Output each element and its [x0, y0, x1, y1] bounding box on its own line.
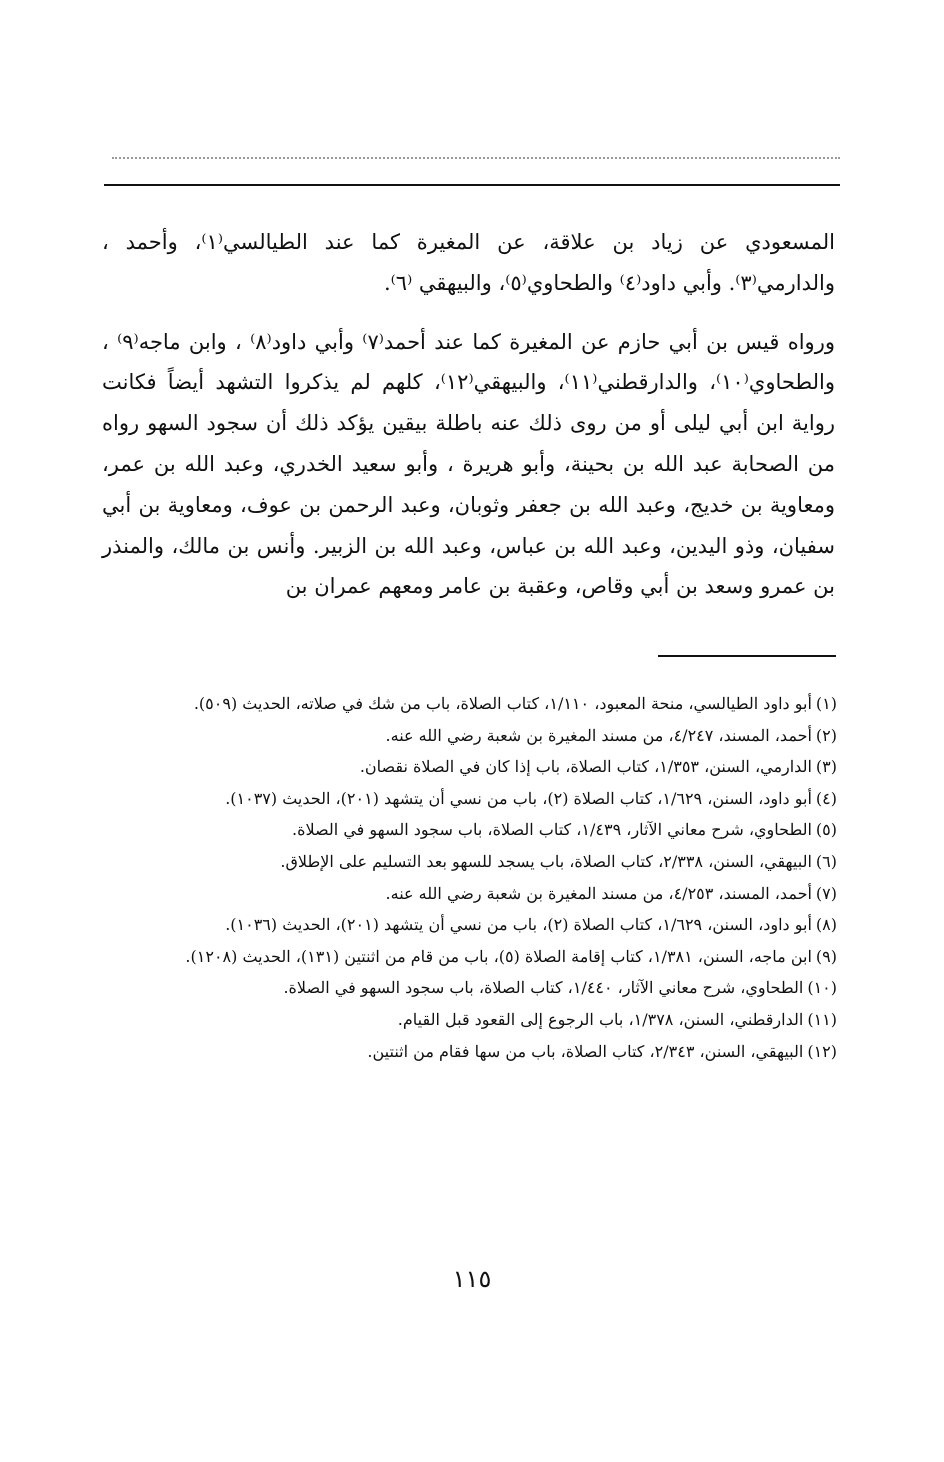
footnote-number: (٩)	[815, 946, 837, 966]
footnote-number: (٣)	[815, 757, 837, 777]
footnote-text: الدارقطني، السنن، ١/٣٧٨، باب الرجوع إلى القعود قبل القيام.	[397, 1009, 804, 1029]
footnote-text: الطحاوي، شرح معاني الآثار، ١/٤٣٩، كتاب الصلاة، باب سجود السهو في الصلاة.	[292, 820, 812, 840]
footnote	[104, 720, 837, 752]
footnote-number: (٨)	[815, 915, 837, 935]
footnote-text: الدارمي، السنن، ١/٣٥٣، كتاب الصلاة، باب إذا كان في الصلاة نقصان.	[359, 757, 812, 777]
footnote	[104, 814, 837, 846]
body-paragraph: المسعودي عن زياد بن علاقة، عن المغيرة كما عند الطيالسي⁽١⁾، وأحمد ، والدارمي⁽٣⁾. وأبي داود⁽٤⁾ والطحاوي⁽٥⁾، والبيهقي ⁽٦⁾.	[102, 230, 835, 295]
footnote-number: (٥)	[815, 820, 837, 840]
footnote	[104, 941, 837, 973]
footnote-text: ابن ماجه، السنن، ١/٣٨١، كتاب إقامة الصلاة (٥)، باب من قام من اثنتين (١٣١)، الحديث (١٢٠٨).	[185, 946, 812, 966]
footnote	[104, 846, 837, 878]
footnote-number: (١٠)	[807, 978, 837, 998]
footnote-text: أبو داود، السنن، ١/٦٢٩، كتاب الصلاة (٢)، باب من نسي أن يتشهد (٢٠١)، الحديث (١٠٣٧).	[225, 788, 812, 808]
footnote-number: (١١)	[807, 1009, 837, 1029]
footnote-number: (١٢)	[807, 1041, 837, 1061]
footnote-number: (١)	[815, 694, 837, 713]
footnote-text: أبو داود الطيالسي، منحة المعبود، ١/١١٠، كتاب الصلاة، باب من شك في صلاته، الحديث (٥٠٩).	[193, 694, 812, 713]
header-dotted-rule	[112, 157, 840, 159]
footnote-text: البيهقي، السنن، ٢/٣٣٨، كتاب الصلاة، باب يسجد للسهو بعد التسليم على الإطلاق.	[280, 851, 812, 871]
footnote-separator	[658, 655, 836, 657]
footnote-number: (٢)	[815, 725, 837, 745]
footnote	[104, 909, 837, 941]
footnote	[104, 1036, 837, 1068]
footnote	[104, 1004, 837, 1036]
footnote-number: (٤)	[815, 788, 837, 808]
footnotes	[104, 688, 837, 1067]
footnote-text: أحمد، المسند، ٤/٢٤٧، من مسند المغيرة بن شعبة رضي الله عنه.	[385, 725, 812, 745]
header-solid-rule	[104, 184, 840, 186]
page-number: ١١٥	[452, 1265, 492, 1293]
footnote-text: الطحاوي، شرح معاني الآثار، ١/٤٤٠، كتاب الصلاة، باب سجود السهو في الصلاة.	[283, 978, 804, 998]
footnote-text: أحمد، المسند، ٤/٢٥٣، من مسند المغيرة بن شعبة رضي الله عنه.	[385, 883, 812, 903]
footnote-text: أبو داود، السنن، ١/٦٢٩، كتاب الصلاة (٢)، باب من نسي أن يتشهد (٢٠١)، الحديث (١٠٣٦).	[225, 915, 812, 935]
footnote-number: (٧)	[815, 883, 837, 903]
footnote	[104, 783, 837, 815]
footnote	[104, 688, 837, 720]
footnote	[104, 972, 837, 1004]
body-paragraph: ورواه قيس بن أبي حازم عن المغيرة كما عند أحمد⁽٧⁾ وأبي داود⁽٨⁾ ، وابن ماجه⁽٩⁾ ، والطحاوي⁽١٠⁾، والدارقطني⁽١١⁾، والبيهقي⁽١٢⁾، كلهم لم يذكروا التشهد أيضاً فكانت رواية ابن أبي ليلى أو من روى ذلك عنه باطلة بيقين يؤكد ذلك أن سجود السهو رواه من الصحابة عبد الله بن بحينة، وأبو هريرة ، وأبو سعيد الخدري، وعبد الله بن عمر، ومعاوية بن خديج، وعبد الله بن جعفر وثوبان، وعبد الرحمن بن عوف، ومعاوية بن أبي سفيان، وذو اليدين، وعبد الله بن عباس، وعبد الله بن الزبير. وأنس بن مالك، والمنذر بن عمرو وسعد بن أبي وقاص، وعقبة بن عامر ومعهم عمران بن	[102, 329, 836, 599]
footnote	[104, 878, 837, 910]
footnote-number: (٦)	[815, 851, 837, 871]
footnote-text: البيهقي، السنن، ٢/٣٤٣، كتاب الصلاة، باب من سها فقام من اثنتين.	[367, 1041, 804, 1061]
footnote	[104, 751, 837, 783]
main-text	[102, 222, 835, 607]
